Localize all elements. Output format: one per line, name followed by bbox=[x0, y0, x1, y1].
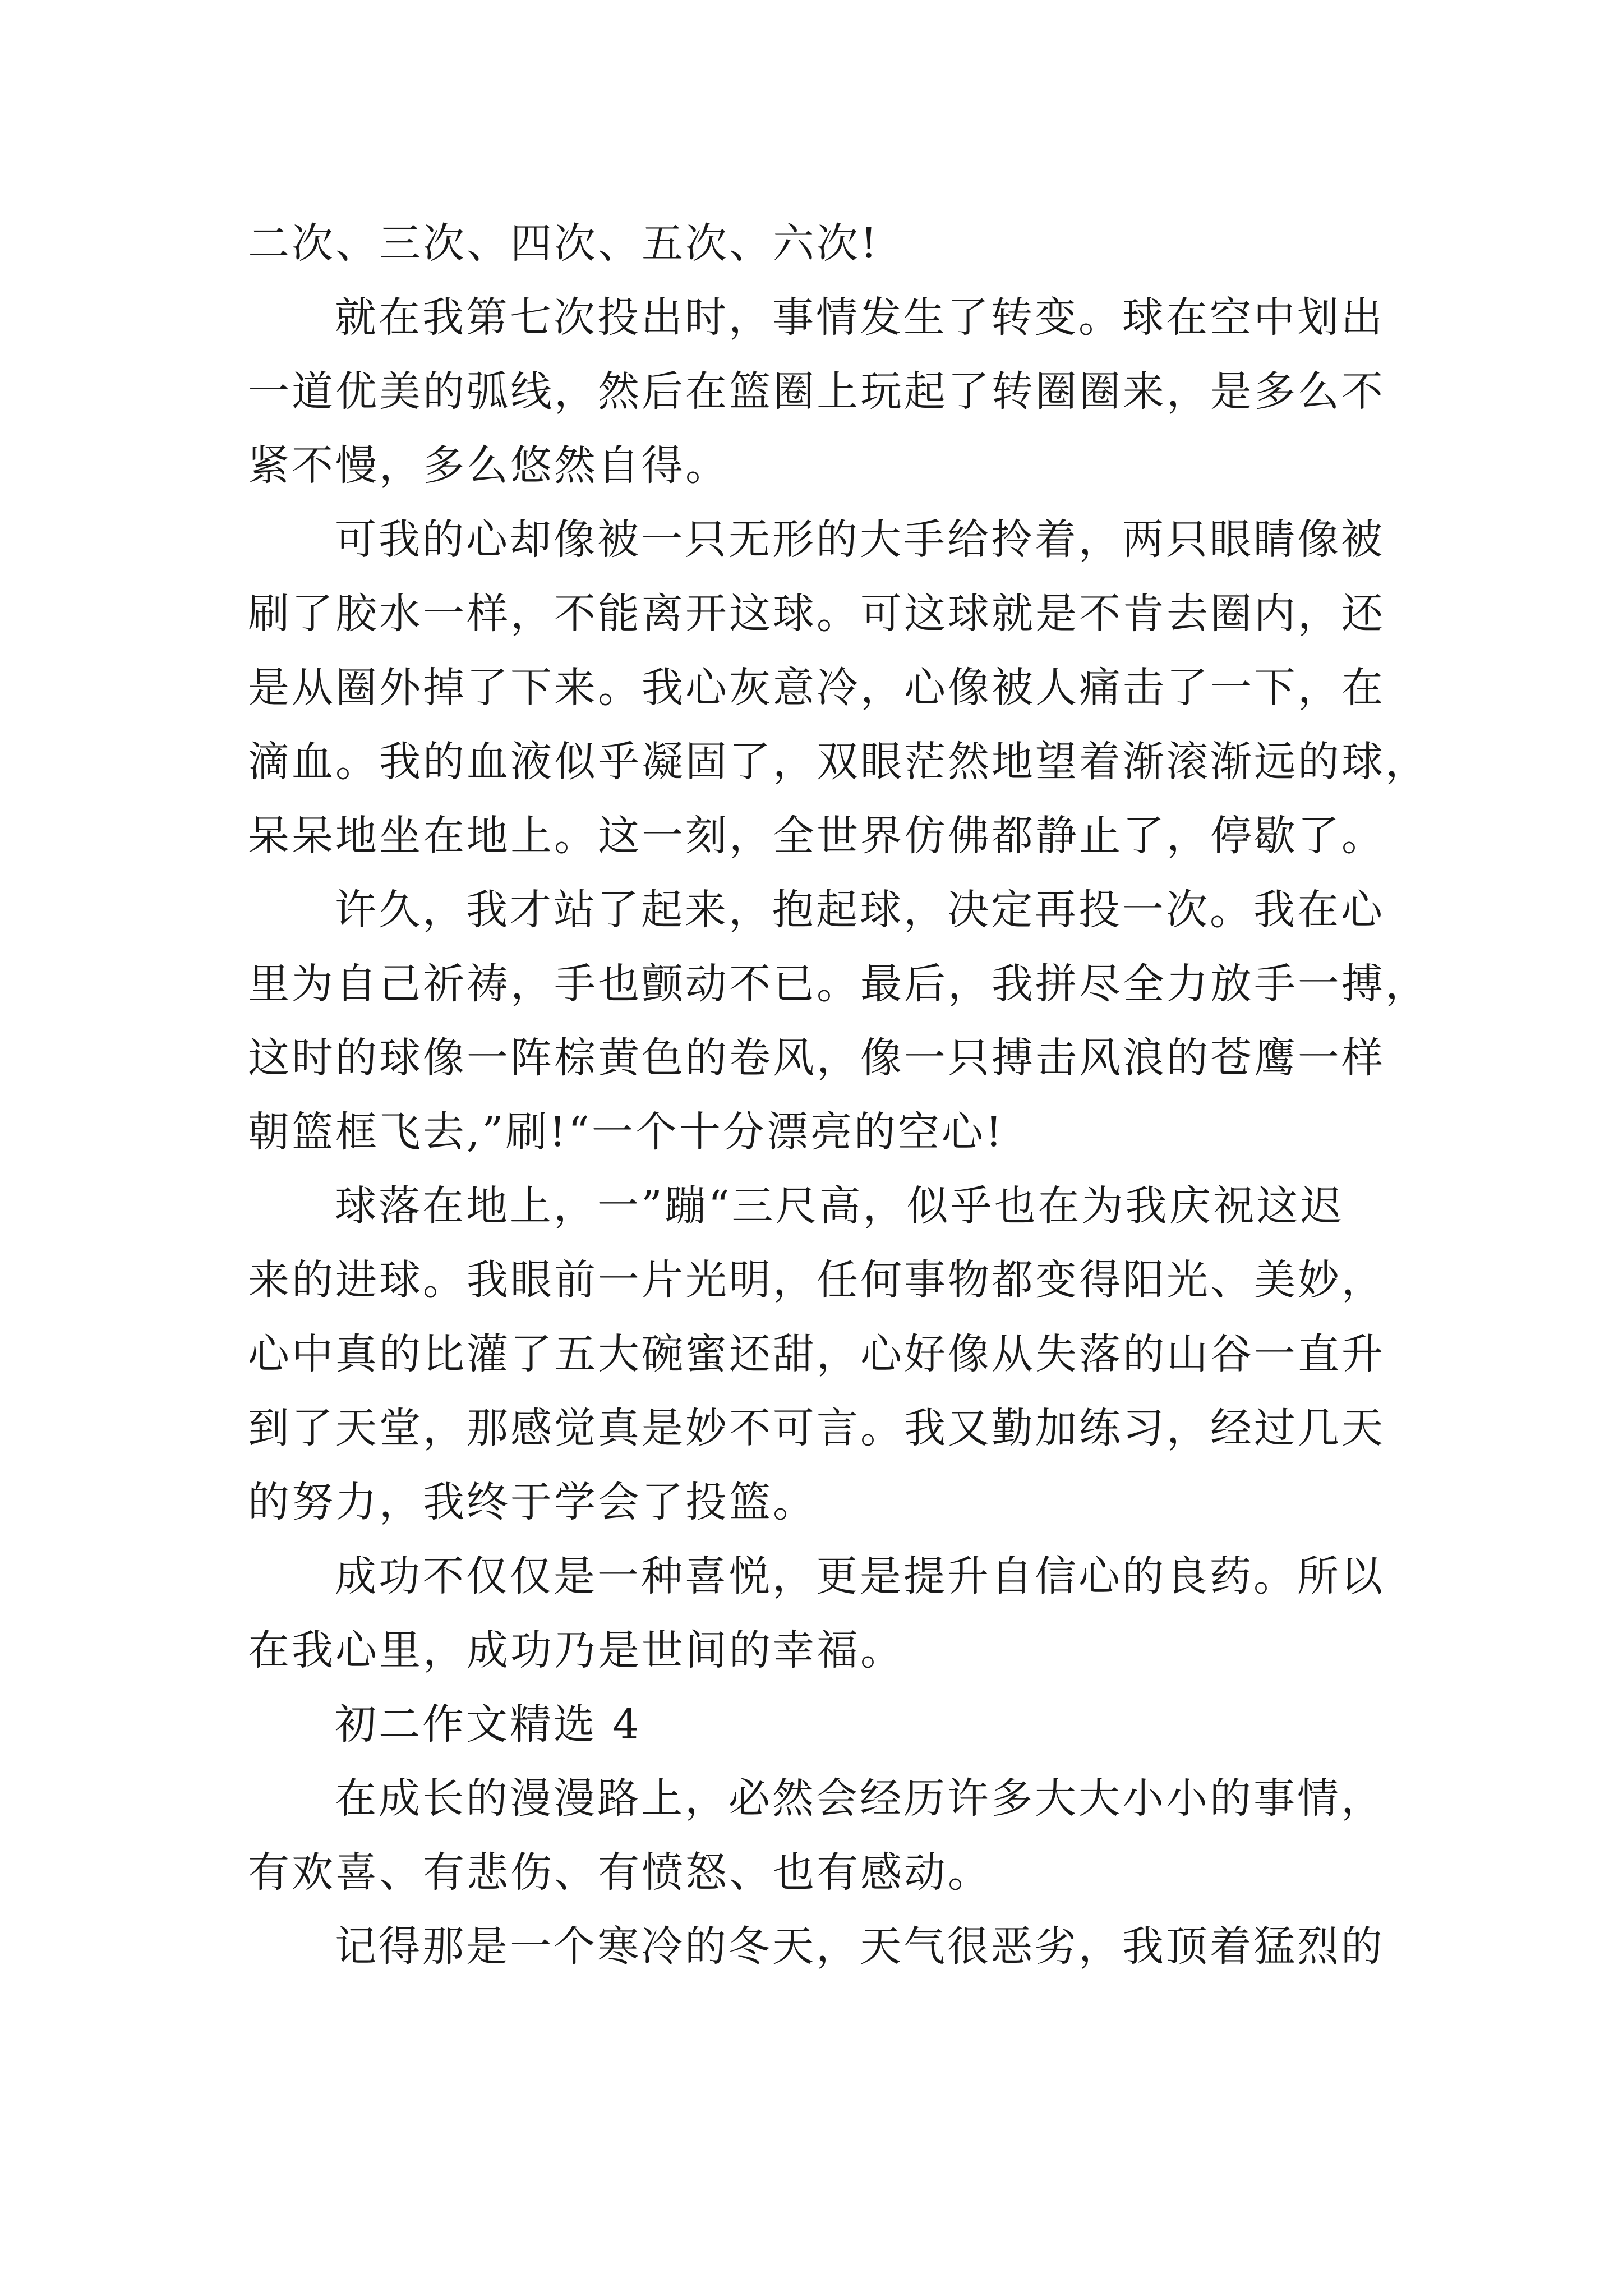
text-line: 是从圈外掉了下来。我心灰意冷，心像被人痛击了一下，在 bbox=[248, 664, 1385, 712]
text-line: 刷了胶水一样，不能离开这球。可这球就是不肯去圈内，还 bbox=[248, 590, 1385, 638]
paragraph-start-line: 在成长的漫漫路上，必然会经历许多大大小小的事情， bbox=[335, 1774, 1385, 1823]
text-line: 这时的球像一阵棕黄色的卷风，像一只搏击风浪的苍鹰一样 bbox=[248, 1034, 1385, 1082]
text-line: 里为自己祈祷，手也颤动不已。最后，我拼尽全力放手一搏， bbox=[248, 960, 1429, 1008]
text-line: 在我心里，成功乃是世间的幸福。 bbox=[248, 1626, 904, 1674]
paragraph-start-line: 可我的心却像被一只无形的大手给拎着，两只眼睛像被 bbox=[335, 516, 1385, 564]
section-heading: 初二作文精选 4 bbox=[335, 1700, 642, 1749]
essay-body bbox=[248, 206, 1429, 1984]
text-line: 到了天堂，那感觉真是妙不可言。我又勤加练习，经过几天 bbox=[248, 1404, 1385, 1452]
text-line: 滴血。我的血液似乎凝固了，双眼茫然地望着渐滚渐远的球， bbox=[248, 738, 1429, 786]
paragraph-start-line: 记得那是一个寒冷的冬天，天气很恶劣，我顶着猛烈的 bbox=[335, 1922, 1385, 1971]
paragraph-start-line: 球落在地上，一”蹦“三尺高，似乎也在为我庆祝这迟 bbox=[335, 1182, 1344, 1230]
text-line: 有欢喜、有悲伤、有愤怒、也有感动。 bbox=[248, 1848, 992, 1897]
paragraph-start-line: 许久，我才站了起来，抱起球，决定再投一次。我在心 bbox=[335, 886, 1385, 934]
text-line: 来的进球。我眼前一片光明，任何事物都变得阳光、美妙， bbox=[248, 1256, 1385, 1304]
text-line: 呆呆地坐在地上。这一刻，全世界仿佛都静止了，停歇了。 bbox=[248, 812, 1385, 860]
text-line: 心中真的比灌了五大碗蜜还甜，心好像从失落的山谷一直升 bbox=[248, 1330, 1385, 1378]
paragraph-start-line: 就在我第七次投出时，事情发生了转变。球在空中划出 bbox=[335, 293, 1385, 342]
text-line: 一道优美的弧线，然后在篮圈上玩起了转圈圈来，是多么不 bbox=[248, 367, 1385, 416]
text-line: 朝篮框飞去,”刷!“一个十分漂亮的空心! bbox=[248, 1108, 1004, 1156]
text-line: 二次、三次、四次、五次、六次! bbox=[248, 219, 879, 268]
text-line: 紧不慢，多么悠然自得。 bbox=[248, 441, 729, 490]
paragraph-start-line: 成功不仅仅是一种喜悦，更是提升自信心的良药。所以 bbox=[335, 1552, 1385, 1600]
text-line: 的努力，我终于学会了投篮。 bbox=[248, 1478, 817, 1526]
